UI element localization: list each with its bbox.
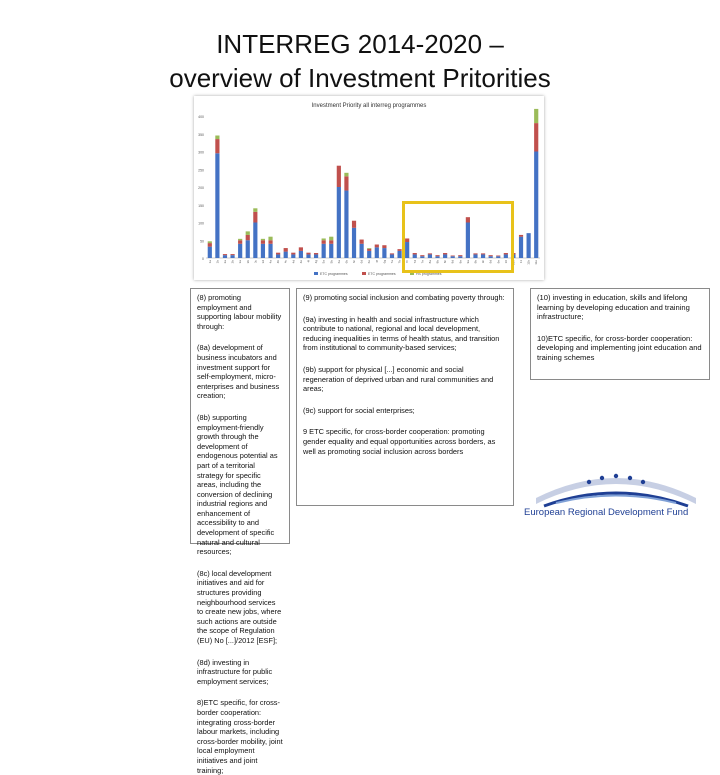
- bar-segment: [284, 252, 288, 258]
- col2-item-2: (9b) support for physical [...] economic and social regeneration of deprived urban and rural communities and areas;: [303, 364, 494, 394]
- x-tick-label: 8a: [427, 260, 432, 264]
- bar-segment: [382, 245, 386, 248]
- bar-segment: [314, 253, 318, 254]
- bar-segment: [261, 240, 265, 244]
- x-tick-label: 7c: [405, 260, 410, 264]
- col1-item-0: (8) promoting employment and supporting labour mobility through:: [197, 293, 282, 331]
- y-tick-label: 100: [198, 221, 204, 226]
- x-tick-label: 8c: [443, 260, 448, 264]
- bar-segment: [352, 221, 356, 228]
- col1-item-3: (8c) local development initiatives and aid for structures providing neighbourhood services to create new jobs, where such actions are outside the scope of Regulation (EU) No [...]/2012 [ESF];: [197, 568, 282, 645]
- bar-segment: [329, 240, 333, 244]
- bar-segment: [208, 243, 212, 247]
- highlight-box: [402, 201, 514, 273]
- x-tick-label: 8b: [435, 260, 440, 264]
- col3-item-0: (10) investing in education, skills and lifelong learning by developing education and training infrastructure;: [537, 293, 690, 322]
- chart-title: Investment Priority all interreg programmes: [311, 103, 427, 109]
- x-tick-label: 4c: [283, 260, 288, 264]
- bar-segment: [215, 136, 219, 140]
- bar-segment: [367, 251, 371, 258]
- bar-segment: [253, 212, 257, 223]
- bar-segment: [322, 244, 326, 258]
- bar-segment: [344, 176, 348, 190]
- erdf-logo-text: European Regional Development Fund: [524, 507, 689, 518]
- x-tick-label: 8e: [458, 260, 463, 264]
- bar-segment: [284, 248, 288, 252]
- x-tick-label: 10e: [511, 260, 516, 266]
- x-tick-label: 11: [519, 260, 524, 264]
- x-tick-label: 6e: [367, 260, 372, 264]
- x-tick-label: 9a: [465, 260, 470, 264]
- bar-segment: [360, 244, 364, 258]
- y-tick-label: 0: [202, 257, 204, 261]
- bar-segment: [246, 231, 250, 235]
- bar-segment: [208, 247, 212, 258]
- legend-label: ETC programmes: [368, 272, 396, 276]
- bar-segment: [291, 253, 295, 255]
- bar-segment: [276, 254, 280, 258]
- col3-item-1: 10)ETC specific, for cross-border cooperation: developing and implementing joint education and training schemes: [537, 333, 702, 362]
- bar-segment: [276, 253, 280, 255]
- bar-segment: [291, 254, 295, 258]
- legend-label: HS programmes: [416, 272, 442, 276]
- col1-item-4: (8d) investing in infrastructure for public employment services;: [197, 657, 273, 686]
- col2-item-1: (9a) investing in health and social infrastructure which contribute to national, regional and local development, reducing inequalities in terms of health status, and transition from institutional to community-based services;: [303, 314, 500, 353]
- x-tick-label: 3b: [245, 260, 250, 264]
- bar-segment: [337, 187, 341, 258]
- bar-segment: [215, 139, 219, 153]
- bar-segment: [375, 245, 379, 248]
- bar-segment: [268, 244, 272, 258]
- x-tick-label: 9d: [488, 260, 493, 264]
- bar-segment: [337, 166, 341, 187]
- y-tick-label: 300: [198, 150, 204, 155]
- bar-segment: [223, 255, 227, 258]
- x-tick-label: 1b: [215, 260, 220, 264]
- y-tick-label: 350: [198, 132, 204, 137]
- y-tick-label: 250: [198, 168, 204, 173]
- x-tick-label: 9b: [473, 260, 478, 264]
- legend-swatch: [362, 272, 366, 275]
- bar-segment: [268, 240, 272, 244]
- x-tick-label: 11e: [534, 260, 539, 265]
- y-tick-label: 400: [198, 115, 204, 119]
- slide-title-line2: overview of Investment Pritorities: [169, 63, 551, 93]
- bar-segment: [534, 152, 538, 259]
- x-tick-label: 4e: [298, 260, 303, 264]
- bar-segment: [314, 254, 318, 258]
- col2-item-4: 9 ETC specific, for cross-border cooperation: promoting gender equality and equal opportunities across borders, as well as promoting social inclusion across borders: [303, 427, 496, 456]
- bar-segment: [299, 247, 303, 251]
- bar-segment: [215, 153, 219, 258]
- bar-segment: [390, 253, 394, 254]
- bar-segment: [238, 240, 242, 244]
- panel-priority-8: [190, 288, 290, 775]
- bar-segment: [367, 249, 371, 251]
- col1-item-1: (8a) development of business incubators and investment support for self-employment, micro-enterprises and business creation;: [197, 343, 280, 401]
- x-tick-label: 6b: [344, 260, 349, 264]
- bar-segment: [352, 228, 356, 258]
- x-tick-label: 5a: [321, 260, 326, 264]
- x-tick-label: 3a: [238, 260, 243, 264]
- bar-segment: [322, 240, 326, 244]
- bar-segment: [230, 254, 234, 255]
- bar-segment: [382, 248, 386, 258]
- x-tick-label: 6d: [359, 260, 364, 264]
- col2-item-0: (9) promoting social inclusion and combating poverty through:: [303, 293, 505, 302]
- slide-title-line1: INTERREG 2014-2020 –: [216, 29, 504, 59]
- x-tick-label: 4g: [314, 260, 319, 264]
- x-tick-label: 2b: [230, 260, 235, 264]
- bar-segment: [375, 247, 379, 258]
- y-tick-label: 150: [198, 203, 204, 208]
- bar-segment: [261, 239, 265, 240]
- bar-segment: [329, 237, 333, 241]
- bar-segment: [344, 191, 348, 258]
- bar-segment: [534, 109, 538, 123]
- bar-segment: [306, 253, 310, 255]
- x-tick-label: 4f: [306, 260, 311, 263]
- x-tick-label: 10: [503, 260, 508, 264]
- x-tick-label: 6c: [352, 260, 357, 264]
- bar-segment: [344, 173, 348, 177]
- bar-segment: [534, 123, 538, 151]
- x-tick-label: 6a: [336, 260, 341, 264]
- bar-segment: [208, 241, 212, 243]
- bar-segment: [246, 240, 250, 258]
- bar-segment: [253, 223, 257, 259]
- x-tick-label: 5b: [329, 260, 334, 264]
- bar-segment: [268, 237, 272, 241]
- x-tick-label: 7e: [420, 260, 425, 264]
- x-tick-label: 9c: [481, 260, 486, 264]
- x-tick-label: 4b: [276, 260, 281, 264]
- x-tick-label: 4d: [291, 260, 296, 264]
- bar-segment: [246, 235, 250, 240]
- bar-segment: [519, 237, 523, 258]
- x-tick-label: 2a: [222, 260, 227, 264]
- col1-item-2: (8b) supporting employment-friendly growth through the development of endogenous potential as part of a territorial strategy for specific areas, including the conversion of declining industrial regions and enhancement of accessibility to and development of specific natural and cultural resources;: [197, 412, 278, 557]
- x-tick-label: 7b: [397, 260, 402, 264]
- bar-segment: [360, 240, 364, 244]
- legend-label: ETC programmes: [320, 272, 348, 276]
- x-tick-label: 1a: [207, 260, 212, 264]
- x-tick-label: 6g: [382, 260, 387, 264]
- bar-segment: [230, 255, 234, 258]
- x-tick-label: 3c: [253, 260, 258, 264]
- bar-segment: [390, 254, 394, 258]
- x-tick-label: 4a: [268, 260, 273, 264]
- x-tick-label: 7d: [412, 260, 417, 264]
- panel-priority-10: [530, 288, 710, 380]
- y-tick-label: 50: [200, 239, 204, 244]
- x-tick-label: 3d: [260, 260, 265, 264]
- x-tick-label: 6f: [374, 260, 379, 263]
- bar-segment: [238, 244, 242, 258]
- bar-segment: [329, 244, 333, 258]
- y-tick-label: 200: [198, 186, 204, 190]
- x-tick-label: 11b: [526, 260, 531, 265]
- bar-segment: [223, 254, 227, 255]
- bar-segment: [519, 235, 523, 237]
- bar-segment: [367, 248, 371, 249]
- col1-item-5: 8)ETC specific, for cross-border cooperation: integrating cross-border labour markets, including cross-border mobility, joint local employment initiatives and joint training;: [197, 698, 283, 775]
- x-tick-label: 7a: [389, 260, 394, 264]
- bar-segment: [299, 251, 303, 258]
- bar-segment: [253, 208, 257, 212]
- bar-segment: [306, 254, 310, 258]
- x-tick-label: 8d: [450, 260, 455, 264]
- legend-swatch: [314, 272, 318, 275]
- bar-segment: [322, 238, 326, 240]
- bar-segment: [261, 244, 265, 258]
- col2-item-3: (9c) support for social enterprises;: [303, 405, 415, 415]
- x-tick-label: 9e: [496, 260, 501, 264]
- panel-priority-9: [296, 288, 514, 506]
- bar-segment: [238, 239, 242, 240]
- bar-segment: [527, 233, 531, 258]
